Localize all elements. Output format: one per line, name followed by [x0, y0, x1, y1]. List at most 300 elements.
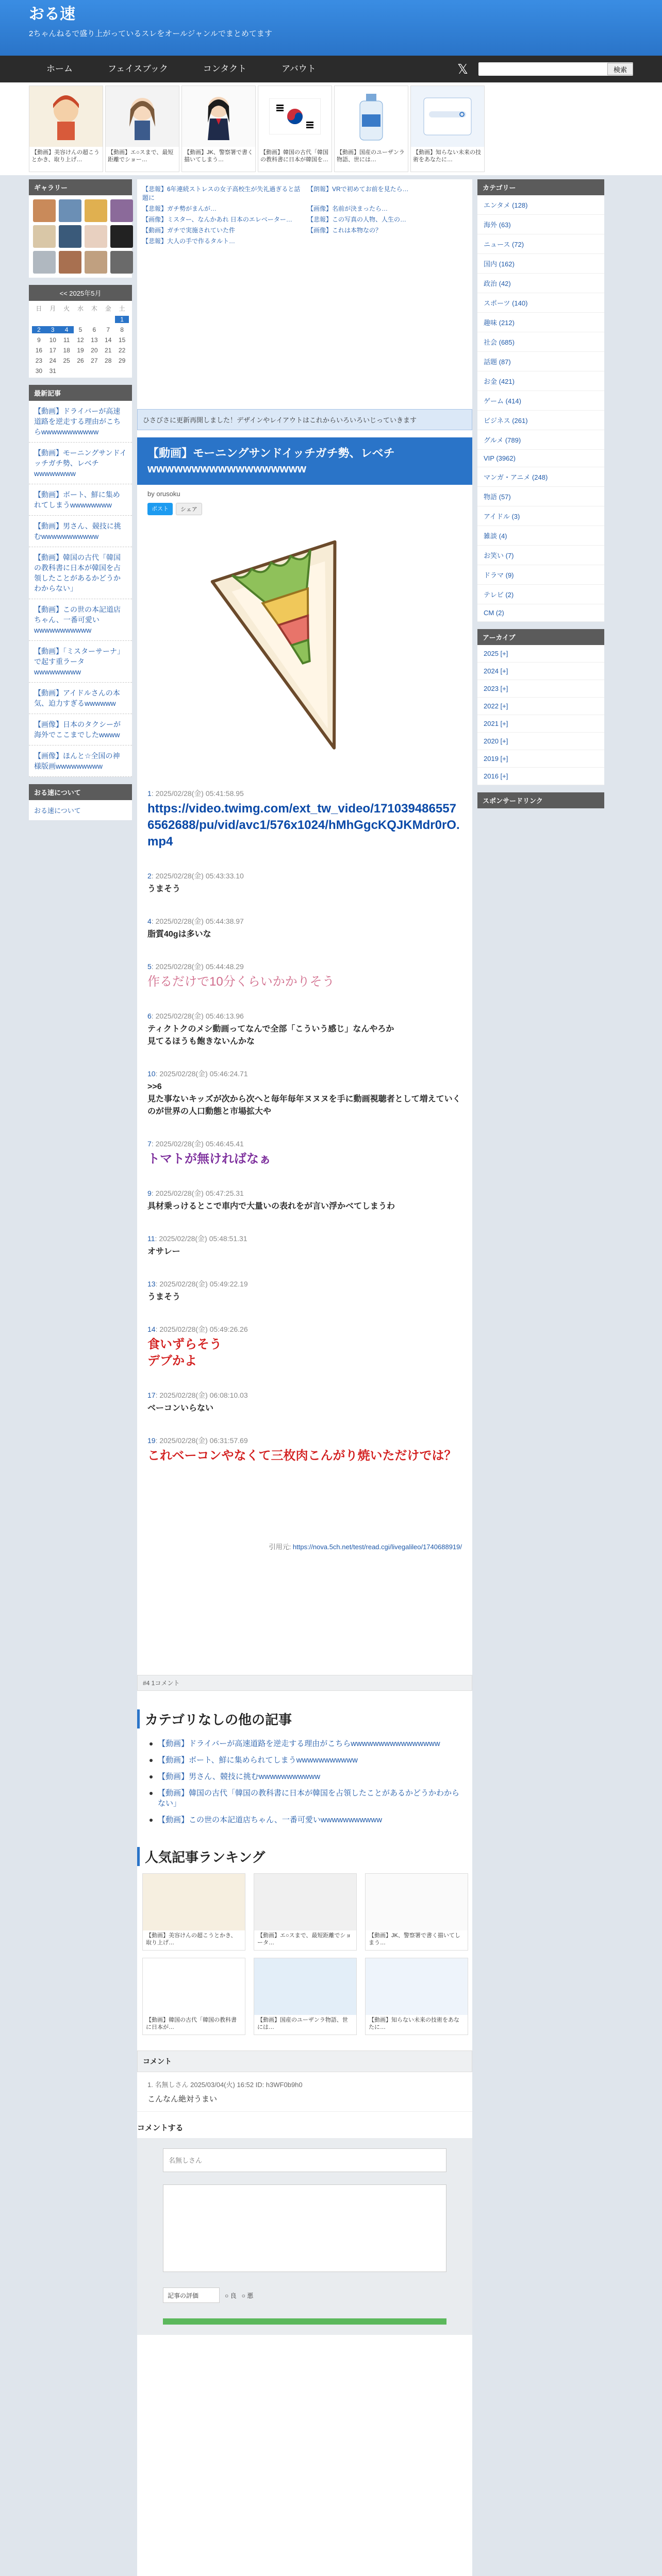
- site-description: 2ちゃんねるで盛り上がっているスレをオールジャンルでまとめてます: [29, 29, 272, 38]
- banner-row: [0, 82, 662, 175]
- gallery-thumb[interactable]: [59, 199, 81, 222]
- category-link[interactable]: お笑い (7): [477, 546, 604, 565]
- ranking-thumb: [143, 1874, 245, 1930]
- response-header: [147, 1188, 462, 1198]
- gallery-box: [29, 179, 132, 278]
- calendar-day[interactable]: 4: [60, 326, 74, 333]
- calendar-day: [60, 316, 74, 323]
- response-item: [137, 871, 472, 895]
- search-button[interactable]: 検索: [607, 63, 633, 75]
- banner-thumb: [335, 86, 408, 147]
- calendar-day[interactable]: 20: [91, 347, 98, 354]
- response-header: [147, 1435, 462, 1446]
- gallery-thumb[interactable]: [59, 251, 81, 274]
- comment-form-footer: [163, 2287, 446, 2303]
- archive-box: [477, 629, 604, 785]
- response-number[interactable]: 2: [147, 872, 152, 880]
- sponsored-box: [477, 792, 604, 808]
- gallery-thumb[interactable]: [33, 251, 56, 274]
- response-header: [147, 788, 462, 799]
- gallery-thumb[interactable]: [110, 199, 133, 222]
- calendar-box: [29, 285, 132, 378]
- category-link[interactable]: 話題 (87): [477, 352, 604, 371]
- calendar-weekday: 日: [36, 305, 42, 312]
- top-link[interactable]: 【画像】名前が決まったら…: [307, 205, 388, 212]
- about-title: おる速について: [29, 784, 132, 800]
- calendar-weekday: 木: [91, 305, 97, 312]
- category-link[interactable]: ニュース (72): [477, 234, 604, 254]
- calendar-day: [46, 316, 60, 323]
- recent-title: 最新記事: [29, 385, 132, 401]
- calendar-day[interactable]: 1: [115, 316, 129, 323]
- response-header: [147, 1011, 462, 1021]
- gallery-thumb[interactable]: [85, 199, 107, 222]
- banner-caption: 【動画】知らない未来の技術をあなたに…: [413, 149, 481, 163]
- x-logo-icon[interactable]: 𝕏: [457, 61, 468, 77]
- calendar-day[interactable]: 18: [63, 347, 70, 354]
- response-item: [137, 1011, 472, 1048]
- response-separator: :: [151, 1140, 156, 1148]
- banner-caption: 【動画】美容けんの超こうとかき、取り上げ…: [31, 149, 100, 163]
- archive-year-link[interactable]: 2022 [+]: [477, 698, 604, 715]
- ranking-thumb: [254, 1874, 356, 1930]
- calendar-day[interactable]: 27: [91, 357, 98, 364]
- gallery-thumb[interactable]: [33, 225, 56, 248]
- left-sidebar: [29, 179, 132, 2576]
- response-date: 2025/02/28(金) 06:31:57.69: [159, 1436, 248, 1445]
- calendar-day[interactable]: 21: [105, 347, 112, 354]
- calendar-day[interactable]: 6: [92, 326, 96, 333]
- response-date: 2025/02/28(金) 05:41:58.95: [155, 789, 244, 798]
- response-date: 2025/02/28(金) 05:46:13.96: [155, 1012, 244, 1020]
- related-article-link[interactable]: 【動画】韓国の古代「韓国の教科書に日本が韓国を占領したことがあるかどうかわからない」: [137, 1785, 472, 1812]
- recent-article-link[interactable]: 【動画】ボート、鮮に集めれてしまうwwwwwwww: [29, 484, 132, 516]
- calendar-day[interactable]: 15: [118, 336, 126, 344]
- category-link[interactable]: マンガ・アニメ (248): [477, 467, 604, 487]
- category-link[interactable]: ビジネス (261): [477, 411, 604, 430]
- source-label: 引用元:: [269, 1543, 291, 1551]
- response-body: ベーコンいらない: [147, 1404, 214, 1413]
- top-link[interactable]: 【悲報】大人の手で作るタルト…: [142, 238, 236, 245]
- search-box: [478, 62, 633, 76]
- comment-form-title: コメントする: [137, 2124, 184, 2132]
- archive-year-link[interactable]: 2023 [+]: [477, 680, 604, 698]
- recent-article-link[interactable]: 【動画】「ミスターサーナ」で起す重ラータwwwwwwwww: [29, 641, 132, 683]
- comment-date: 2025/03/04(火) 16:52 ID: h3WF0b9h0: [190, 2081, 303, 2089]
- response-body: ティクトクのメシ動画ってなんで全部「こういう感じ」なんやろか 見てるほうも飽きないんかな: [147, 1025, 394, 1046]
- gallery-title: ギャラリー: [29, 179, 132, 195]
- comment-body: こんなん絶対うまい: [147, 2095, 218, 2104]
- calendar-day[interactable]: 5: [78, 326, 82, 333]
- banner-caption: 【動画】JK、警察署で書く描いてしまう…: [184, 149, 253, 163]
- ranking-caption: 【動画】エ○スまで、最短距離でショータ…: [257, 1933, 352, 1946]
- calendar-day[interactable]: 2: [32, 326, 46, 333]
- response-date: 2025/02/28(金) 05:48:51.31: [159, 1234, 247, 1243]
- response-header: [147, 1279, 462, 1289]
- banner-thumb: [29, 86, 103, 147]
- calendar-day[interactable]: 13: [91, 336, 98, 344]
- category-link[interactable]: グルメ (789): [477, 430, 604, 450]
- category-link[interactable]: VIP (3962): [477, 450, 604, 467]
- ranking-card[interactable]: [254, 1958, 357, 2035]
- ranking-caption: 【動画】美容けんの超こうとかき、取り上げ…: [146, 1933, 237, 1946]
- response-item: [137, 1139, 472, 1167]
- top-link[interactable]: 【悲報】6年連続ストレスの女子高校生が失礼過ぎると話題に: [142, 185, 301, 201]
- response-date: 2025/02/28(金) 05:49:22.19: [159, 1280, 248, 1288]
- ranking-grid: [137, 1873, 472, 2035]
- calendar-day[interactable]: 31: [49, 367, 56, 375]
- response-number[interactable]: 11: [147, 1234, 155, 1243]
- source-link[interactable]: https://nova.5ch.net/test/read.cgi/livegalileo/1740688919/: [292, 1543, 462, 1551]
- response-number[interactable]: 6: [147, 1012, 152, 1020]
- archive-year-link[interactable]: 2016 [+]: [477, 768, 604, 785]
- response-item: [137, 1188, 472, 1213]
- main-content: [137, 179, 472, 2576]
- response-item: [137, 1279, 472, 1303]
- related-article-link[interactable]: 【動画】ボート、鮮に集められてしまうwwwwwwwwwww: [137, 1752, 472, 1769]
- banner-thumb: [411, 86, 484, 147]
- calendar-day[interactable]: 16: [35, 347, 43, 354]
- ranking-card[interactable]: [142, 1958, 245, 2035]
- category-link[interactable]: ゲーム (414): [477, 391, 604, 411]
- x-share-button[interactable]: ポスト: [147, 503, 173, 515]
- response-number[interactable]: 17: [147, 1391, 156, 1399]
- calendar-day[interactable]: 3: [46, 326, 60, 333]
- calendar-day[interactable]: 24: [49, 357, 56, 364]
- columns: [0, 175, 662, 2576]
- nav-facebook[interactable]: フェイスブック: [108, 64, 168, 74]
- recent-article-link[interactable]: 【動画】ドライバーが高速道路を逆走する理由がこちらwwwwwwwwwww: [29, 401, 132, 443]
- response-separator: :: [151, 872, 156, 880]
- banner-card[interactable]: [29, 86, 103, 172]
- archive-year-link[interactable]: 2024 [+]: [477, 663, 604, 680]
- archive-title: アーカイブ: [477, 629, 604, 645]
- related-article-link[interactable]: 【動画】男さん、競技に挑むwwwwwwwwwww: [137, 1769, 472, 1785]
- response-number[interactable]: 7: [147, 1140, 152, 1148]
- response-date: 2025/02/28(金) 05:44:38.97: [155, 917, 244, 925]
- related-article-link[interactable]: 【動画】ドライバーが高速道路を逆走する理由がこちらwwwwwwwwwwwwwwww: [137, 1736, 472, 1752]
- banner-caption: 【動画】エ○スまで、最短距離でショー…: [108, 149, 174, 163]
- category-link[interactable]: スポーツ (140): [477, 293, 604, 313]
- site-header: [0, 0, 662, 56]
- anime-girl-icon: [119, 91, 166, 142]
- calendar-day[interactable]: 14: [105, 336, 112, 344]
- response-item: [137, 1069, 472, 1118]
- calendar-day[interactable]: 8: [120, 326, 124, 333]
- ranking-card[interactable]: [142, 1873, 245, 1951]
- ranking-thumb: [366, 1874, 468, 1930]
- category-link[interactable]: CM (2): [477, 604, 604, 622]
- related-article-link[interactable]: 【動画】この世の本記道店ちゃん、一番可愛いwwwwwwwwwww: [137, 1812, 472, 1828]
- calendar-day: [74, 316, 88, 323]
- post-title[interactable]: 【動画】モーニングサンドイッチガチ勢、レベチwwwwwwwwwwwwwwwwww: [137, 437, 472, 485]
- calendar-grid: [29, 301, 132, 378]
- response-separator: :: [155, 1280, 160, 1288]
- calendar-day[interactable]: 11: [63, 336, 70, 344]
- calendar-day[interactable]: 19: [77, 347, 84, 354]
- ad-space: [137, 1551, 472, 1675]
- response-item: [137, 1233, 472, 1258]
- response-date: 2025/02/28(金) 05:43:33.10: [155, 872, 244, 880]
- archive-year-link[interactable]: 2025 [+]: [477, 645, 604, 663]
- response-number[interactable]: 9: [147, 1189, 152, 1197]
- response-date: 2025/02/28(金) 05:44:48.29: [155, 962, 244, 971]
- calendar-day[interactable]: 23: [35, 357, 43, 364]
- archive-list: [477, 645, 604, 785]
- ranking-caption: 【動画】知らない未来の技術をあなたに…: [369, 2017, 459, 2030]
- banner-card[interactable]: [105, 86, 179, 172]
- response-body: オサレー: [147, 1247, 180, 1256]
- categories-box: [477, 179, 604, 622]
- archive-year-link[interactable]: 2019 [+]: [477, 750, 604, 768]
- response-number[interactable]: 10: [147, 1070, 156, 1078]
- response-body: >>6 見た事ないキッズが次から次へと毎年毎年ヌヌヌを手に動画視聴者として増えていくのが世界の人口動態と市場拡大や: [147, 1082, 461, 1116]
- recent-article-link[interactable]: 【動画】アイドルさんの本気、迫力すぎるwwwwww: [29, 683, 132, 714]
- top-link[interactable]: 【画像】これは本物なの？: [307, 227, 382, 234]
- top-link[interactable]: 【画像】ミスター、なんかあれ 日本のエレベーター…: [142, 216, 292, 223]
- response-date: 2025/02/28(金) 05:47:25.31: [155, 1189, 244, 1197]
- response-number[interactable]: 5: [147, 962, 152, 971]
- calendar-nav[interactable]: << 2025年5月: [29, 285, 132, 301]
- response-number[interactable]: 1: [147, 789, 152, 798]
- comment-textarea[interactable]: [163, 2184, 446, 2272]
- archive-year-link[interactable]: 2021 [+]: [477, 715, 604, 733]
- calendar-day: [87, 316, 101, 323]
- response-body: 食いずらそう デブかよ: [147, 1337, 222, 1368]
- response-date: 2025/02/28(金) 05:46:24.71: [159, 1070, 248, 1078]
- facebook-share-button[interactable]: シェア: [176, 503, 202, 515]
- gallery-thumb[interactable]: [85, 225, 107, 248]
- response-body[interactable]: https://video.twimg.com/ext_tw_video/1710394865576562688/pu/vid/avc1/576x1024/hMhGgcKQJKMdr0rO.mp4: [147, 802, 460, 849]
- banner-thumb: [182, 86, 255, 147]
- nav-contact[interactable]: コンタクト: [203, 64, 247, 74]
- category-link[interactable]: 趣味 (212): [477, 313, 604, 332]
- response-header: [147, 961, 462, 972]
- ranking-thumb: [143, 1958, 245, 2015]
- category-link[interactable]: ドラマ (9): [477, 565, 604, 585]
- ranking-thumb: [366, 1958, 468, 2015]
- share-row: [137, 503, 472, 520]
- calendar-day: [32, 316, 46, 323]
- banner-thumb: [106, 86, 179, 147]
- nav-about[interactable]: アバウト: [282, 64, 316, 74]
- comment-form: [137, 2138, 472, 2335]
- top-link[interactable]: 【悲報】この写真の人物、人生の…: [307, 216, 407, 223]
- gallery-thumb[interactable]: [110, 225, 133, 248]
- calendar-weekday: 火: [63, 305, 70, 312]
- banner-card[interactable]: [258, 86, 332, 172]
- calendar-day[interactable]: 17: [49, 347, 56, 354]
- rating-good-label: 良: [230, 2292, 237, 2299]
- right-sidebar: [477, 179, 604, 2576]
- sponsored-title: スポンサードリンク: [477, 792, 604, 808]
- rating-bad-radio[interactable]: ○ 悪: [241, 2292, 254, 2299]
- calendar-day[interactable]: 30: [35, 367, 43, 375]
- banner-caption: 【動画】韓国の古代「韓国の教科書に日本が韓国を…: [260, 149, 328, 163]
- banner-caption: 【動画】国産のユーザンラ物語、世には…: [337, 149, 405, 163]
- calendar-day[interactable]: 29: [118, 357, 126, 364]
- category-list: [477, 195, 604, 622]
- calendar-day[interactable]: 9: [37, 336, 41, 344]
- submit-button[interactable]: [163, 2318, 446, 2325]
- comment-author: 名無しさん: [155, 2081, 189, 2089]
- response-body: 脂質40gは多いな: [147, 930, 211, 939]
- site-title[interactable]: おる速: [29, 6, 75, 23]
- calendar-weekday: 土: [119, 305, 125, 312]
- rating-select[interactable]: 記事の評価: [163, 2287, 220, 2303]
- comment-item: 1. 名無しさん 2025/03/04(火) 16:52 ID: h3WF0b9h0 こんなん絶対うまい: [137, 2072, 472, 2112]
- categories-title: カテゴリー: [477, 179, 604, 195]
- bottle-icon: [351, 91, 392, 142]
- about-link[interactable]: おる速について: [34, 807, 81, 815]
- response-separator: :: [155, 1391, 160, 1399]
- category-link[interactable]: お金 (421): [477, 371, 604, 391]
- response-list: [137, 788, 472, 1464]
- response-separator: :: [155, 1234, 159, 1243]
- navbar: [0, 56, 662, 82]
- response-body: トマトが無ければなぁ: [147, 1152, 271, 1166]
- calendar-day[interactable]: 7: [106, 326, 110, 333]
- recent-article-link[interactable]: 【画像】ほんと☆全国の神様版画wwwwwwwww: [29, 745, 132, 777]
- ranking-card[interactable]: [254, 1873, 357, 1951]
- ad-space: [137, 250, 472, 405]
- article-image: [137, 520, 472, 778]
- response-item: [137, 788, 472, 850]
- rating-bad-label: 悪: [247, 2292, 254, 2299]
- response-header: [147, 871, 462, 881]
- response-separator: :: [151, 1189, 156, 1197]
- category-link[interactable]: 国内 (162): [477, 254, 604, 274]
- source-line: [137, 1541, 472, 1551]
- response-header: [147, 1390, 462, 1400]
- banner-thumb: [258, 86, 332, 147]
- ranking-card[interactable]: [365, 1958, 468, 2035]
- response-date: 2025/02/28(金) 06:08:10.03: [159, 1391, 248, 1399]
- category-link[interactable]: 海外 (63): [477, 215, 604, 234]
- recent-article-link[interactable]: 【動画】この世の本記道店ちゃん、一番可愛いwwwwwwwwwww: [29, 599, 132, 641]
- calendar-day[interactable]: 10: [49, 336, 56, 344]
- banner-card[interactable]: [410, 86, 485, 172]
- gallery-thumb[interactable]: [110, 251, 133, 274]
- gallery-grid: [29, 195, 132, 278]
- comment-number: 1: [147, 2081, 152, 2089]
- recent-article-link[interactable]: 【動画】モーニングサンドイッチガチ勢、レベチwwwwwwww: [29, 443, 132, 484]
- recent-article-link[interactable]: 【動画】男さん、競技に挑むwwwwwwwwwww: [29, 516, 132, 547]
- top-link[interactable]: 【朗報】VRで初めてお前を見たら…: [307, 185, 409, 193]
- ranking-caption: 【動画】JK、警察署で書く描いてしまう…: [369, 1933, 460, 1946]
- korea-flag-icon: [269, 98, 321, 134]
- gallery-thumb[interactable]: [33, 199, 56, 222]
- response-number[interactable]: 4: [147, 917, 152, 925]
- response-item: [137, 1390, 472, 1415]
- response-separator: :: [151, 1012, 156, 1020]
- recent-article-link[interactable]: 【画像】日本のタクシーが海外でここまでしたwwww: [29, 714, 132, 745]
- response-item: [137, 1435, 472, 1464]
- response-date: 2025/02/28(金) 05:46:45.41: [155, 1140, 244, 1148]
- about-box: [29, 784, 132, 820]
- response-item: [137, 961, 472, 990]
- notice-banner: ひさびさに更新再開しました！デザインやレイアウトはこれからいろいろいじっていきます: [137, 409, 472, 430]
- calendar-weekday: 水: [77, 305, 84, 312]
- response-body: これベーコンやなくて三枚肉こんがり焼いただけでは？: [147, 1449, 457, 1463]
- rating-good-radio[interactable]: ○ 良: [225, 2292, 237, 2299]
- ranking-thumb: [254, 1958, 356, 2015]
- ranking-caption: 【動画】韓国の古代「韓国の教科書に日本が…: [146, 2017, 237, 2030]
- nav-home[interactable]: ホーム: [46, 64, 73, 74]
- response-header: [147, 916, 462, 926]
- calendar-weekday: 月: [49, 305, 56, 312]
- response-header: [147, 1069, 462, 1079]
- top-link[interactable]: 【悲報】ガチ勢がまんが…: [142, 205, 217, 212]
- response-separator: :: [155, 1436, 160, 1445]
- anime-girl-icon: [43, 91, 89, 142]
- calendar-day: [101, 316, 115, 323]
- category-link[interactable]: 物語 (57): [477, 487, 604, 506]
- gallery-thumb[interactable]: [85, 251, 107, 274]
- calendar-day[interactable]: 25: [63, 357, 70, 364]
- response-item: [137, 1324, 472, 1369]
- comment-name-input[interactable]: [163, 2148, 446, 2172]
- response-body: 作るだけで10分くらいかかりそう: [147, 975, 335, 989]
- response-body: うまそう: [147, 885, 181, 893]
- calendar-day[interactable]: 28: [105, 357, 112, 364]
- calendar-day[interactable]: 22: [118, 347, 126, 354]
- ranking-card[interactable]: [365, 1873, 468, 1951]
- top-link-list: [137, 179, 472, 250]
- calendar-weekday: 金: [105, 305, 111, 312]
- response-number[interactable]: 19: [147, 1436, 156, 1445]
- ranking-section-title: 人気記事ランキング: [137, 1847, 472, 1866]
- category-link[interactable]: テレビ (2): [477, 585, 604, 604]
- response-header: [147, 1233, 462, 1244]
- top-link[interactable]: 【動画】ガチで実施されていた件: [142, 227, 236, 234]
- search-app-icon: [422, 96, 473, 137]
- post-meta: by orusoku: [147, 490, 180, 498]
- response-number[interactable]: 13: [147, 1280, 156, 1288]
- comment-count-bar: #4 1コメント: [137, 1675, 472, 1691]
- banner-card[interactable]: [334, 86, 408, 172]
- gallery-thumb[interactable]: [59, 225, 81, 248]
- schoolgirl-icon: [195, 91, 242, 142]
- response-number[interactable]: 14: [147, 1325, 156, 1333]
- comment-section-title: コメント: [137, 2050, 472, 2072]
- response-separator: :: [155, 1070, 160, 1078]
- response-separator: :: [151, 917, 156, 925]
- recent-article-link[interactable]: 【動画】韓国の古代「韓国の教科書に日本が韓国を占領したことがあるかどうかわからない」: [29, 547, 132, 599]
- response-item: [137, 916, 472, 941]
- category-link[interactable]: 社会 (685): [477, 332, 604, 352]
- category-link[interactable]: アイドル (3): [477, 506, 604, 526]
- response-body: 具材乗っけるとこで車内で大量いの表れをが言い浮かべてしまうわ: [147, 1202, 395, 1211]
- calendar-day[interactable]: 12: [77, 336, 84, 344]
- response-separator: :: [151, 789, 156, 798]
- banner-card[interactable]: [181, 86, 256, 172]
- response-body: うまそう: [147, 1293, 181, 1301]
- sandwich-illustration-icon: [196, 526, 413, 773]
- category-link[interactable]: 政治 (42): [477, 274, 604, 293]
- response-separator: :: [151, 962, 156, 971]
- response-separator: :: [155, 1325, 160, 1333]
- archive-year-link[interactable]: 2020 [+]: [477, 733, 604, 750]
- calendar-day[interactable]: 26: [77, 357, 84, 364]
- category-section-title: カテゴリなしの他の記事: [137, 1709, 472, 1728]
- category-link[interactable]: 雑談 (4): [477, 526, 604, 546]
- search-input[interactable]: [478, 63, 607, 75]
- recent-box: [29, 385, 132, 777]
- category-link[interactable]: エンタメ (128): [477, 195, 604, 215]
- ranking-caption: 【動画】国産のユーザンラ物語、世には…: [257, 2017, 348, 2030]
- response-header: [147, 1139, 462, 1149]
